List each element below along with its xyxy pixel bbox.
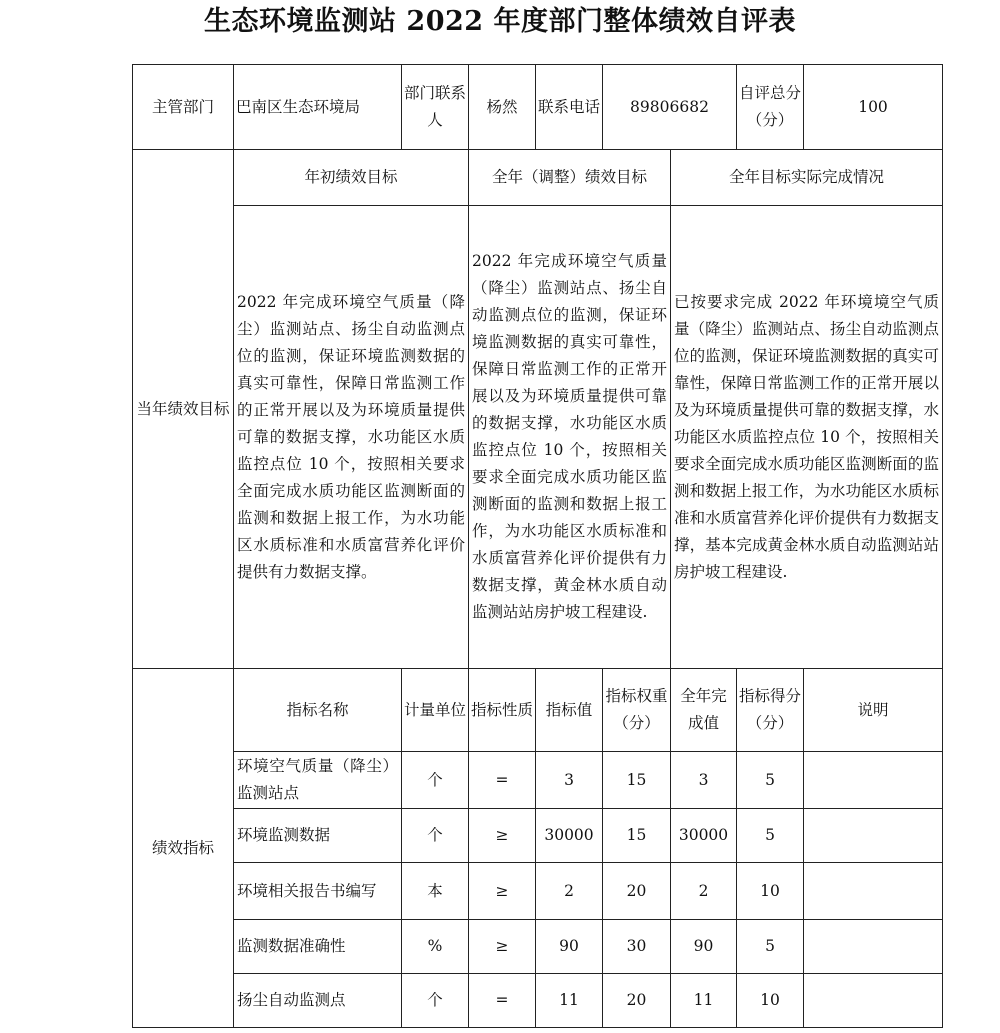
phone-label: 联系电话	[536, 65, 603, 150]
table-row	[133, 974, 943, 1028]
table-row	[133, 863, 943, 920]
indicator-completed: 3	[671, 752, 737, 809]
indicator-value: 90	[536, 920, 603, 974]
indicator-value: 30000	[536, 809, 603, 863]
indicators-section-label: 绩效指标	[133, 669, 234, 1028]
indicator-name: 扬尘自动监测点	[234, 974, 402, 1028]
indicator-weight: 20	[603, 863, 671, 920]
goals-header-row	[133, 150, 943, 206]
actual-completion-text: 已按要求完成 2022 年环境境空气质量（降尘）监测站点、扬尘自动监测点位的监测，保证环境监测数据的真实可靠性，保障日常监测工作的正常开展以及为环境质量提供可靠的数据支撑，水功能区水质监控点位 10 个，按照相关要求全面完成水质功能区监测断面的监测和数据上报工作，为水功能区水质标准和水质富营养化评价提供有力数据支撑，基本完成黄金林水质自动监测站站房护坡工程建设.	[671, 206, 943, 669]
hdr-weight: 指标权重（分）	[603, 669, 671, 752]
indicator-completed: 2	[671, 863, 737, 920]
header-row	[133, 65, 943, 150]
indicator-unit: 个	[402, 974, 469, 1028]
indicator-score: 5	[737, 752, 804, 809]
indicator-nature: =	[469, 974, 536, 1028]
initial-goal-text: 2022 年完成环境空气质量（降尘）监测站点、扬尘自动监测点位的监测，保证环境监测数据的真实可靠性，保障日常监测工作的正常开展以及为环境质量提供可靠的数据支撑，水功能区水质监控点位 10 个，按照相关要求全面完成水质功能区监测断面的监测和数据上报工作，为水功能区水质标准和水质富营养化评价提供有力数据支撑。	[234, 206, 469, 669]
indicator-nature: ≥	[469, 809, 536, 863]
indicator-name: 环境相关报告书编写	[234, 863, 402, 920]
contact-label: 部门联系人	[402, 65, 469, 150]
indicator-note	[804, 863, 943, 920]
indicator-completed: 90	[671, 920, 737, 974]
col-adjusted-goal: 全年（调整）绩效目标	[469, 150, 671, 206]
hdr-unit: 计量单位	[402, 669, 469, 752]
phone-value: 89806682	[603, 65, 737, 150]
indicator-unit: 个	[402, 752, 469, 809]
indicator-note	[804, 920, 943, 974]
score-label: 自评总分（分）	[737, 65, 804, 150]
indicator-value: 3	[536, 752, 603, 809]
hdr-score: 指标得分（分）	[737, 669, 804, 752]
indicator-unit: 个	[402, 809, 469, 863]
indicator-nature: =	[469, 752, 536, 809]
table-row	[133, 920, 943, 974]
indicator-completed: 30000	[671, 809, 737, 863]
indicator-weight: 15	[603, 752, 671, 809]
dept-label: 主管部门	[133, 65, 234, 150]
dept-value: 巴南区生态环境局	[234, 65, 402, 150]
indicator-weight: 20	[603, 974, 671, 1028]
indicator-weight: 30	[603, 920, 671, 974]
goals-section-label: 当年绩效目标	[133, 150, 234, 669]
indicator-score: 5	[737, 920, 804, 974]
hdr-value: 指标值	[536, 669, 603, 752]
hdr-name: 指标名称	[234, 669, 402, 752]
col-actual-completion: 全年目标实际完成情况	[671, 150, 943, 206]
hdr-completed: 全年完成值	[671, 669, 737, 752]
indicator-score: 5	[737, 809, 804, 863]
indicator-value: 11	[536, 974, 603, 1028]
hdr-nature: 指标性质	[469, 669, 536, 752]
indicator-name: 环境监测数据	[234, 809, 402, 863]
indicator-note	[804, 809, 943, 863]
page-title: 生态环境监测站 2022 年度部门整体绩效自评表	[204, 6, 796, 37]
indicator-name: 环境空气质量（降尘）监测站点	[234, 752, 402, 809]
indicator-name: 监测数据准确性	[234, 920, 402, 974]
indicator-note	[804, 974, 943, 1028]
indicator-nature: ≥	[469, 863, 536, 920]
table-row	[133, 752, 943, 809]
score-value: 100	[804, 65, 943, 150]
indicator-weight: 15	[603, 809, 671, 863]
col-initial-goal: 年初绩效目标	[234, 150, 469, 206]
adjusted-goal-text: 2022 年完成环境空气质量（降尘）监测站点、扬尘自动监测点位的监测，保证环境监测数据的真实可靠性，保障日常监测工作的正常开展以及为环境质量提供可靠的数据支撑，水功能区水质监控点位 10 个，按照相关要求全面完成水质功能区监测断面的监测和数据上报工作，为水功能区水质标准和水质富营养化评价提供有力数据支撑，黄金林水质自动监测站站房护坡工程建设.	[469, 206, 671, 669]
indicator-header-row	[133, 669, 943, 752]
indicator-completed: 11	[671, 974, 737, 1028]
contact-value: 杨然	[469, 65, 536, 150]
indicator-score: 10	[737, 974, 804, 1028]
indicator-value: 2	[536, 863, 603, 920]
indicator-unit: 本	[402, 863, 469, 920]
hdr-note: 说明	[804, 669, 943, 752]
evaluation-table	[132, 64, 943, 1028]
indicator-nature: ≥	[469, 920, 536, 974]
indicator-score: 10	[737, 863, 804, 920]
table-row	[133, 809, 943, 863]
indicator-note	[804, 752, 943, 809]
goals-body-row	[133, 206, 943, 669]
indicator-unit: %	[402, 920, 469, 974]
